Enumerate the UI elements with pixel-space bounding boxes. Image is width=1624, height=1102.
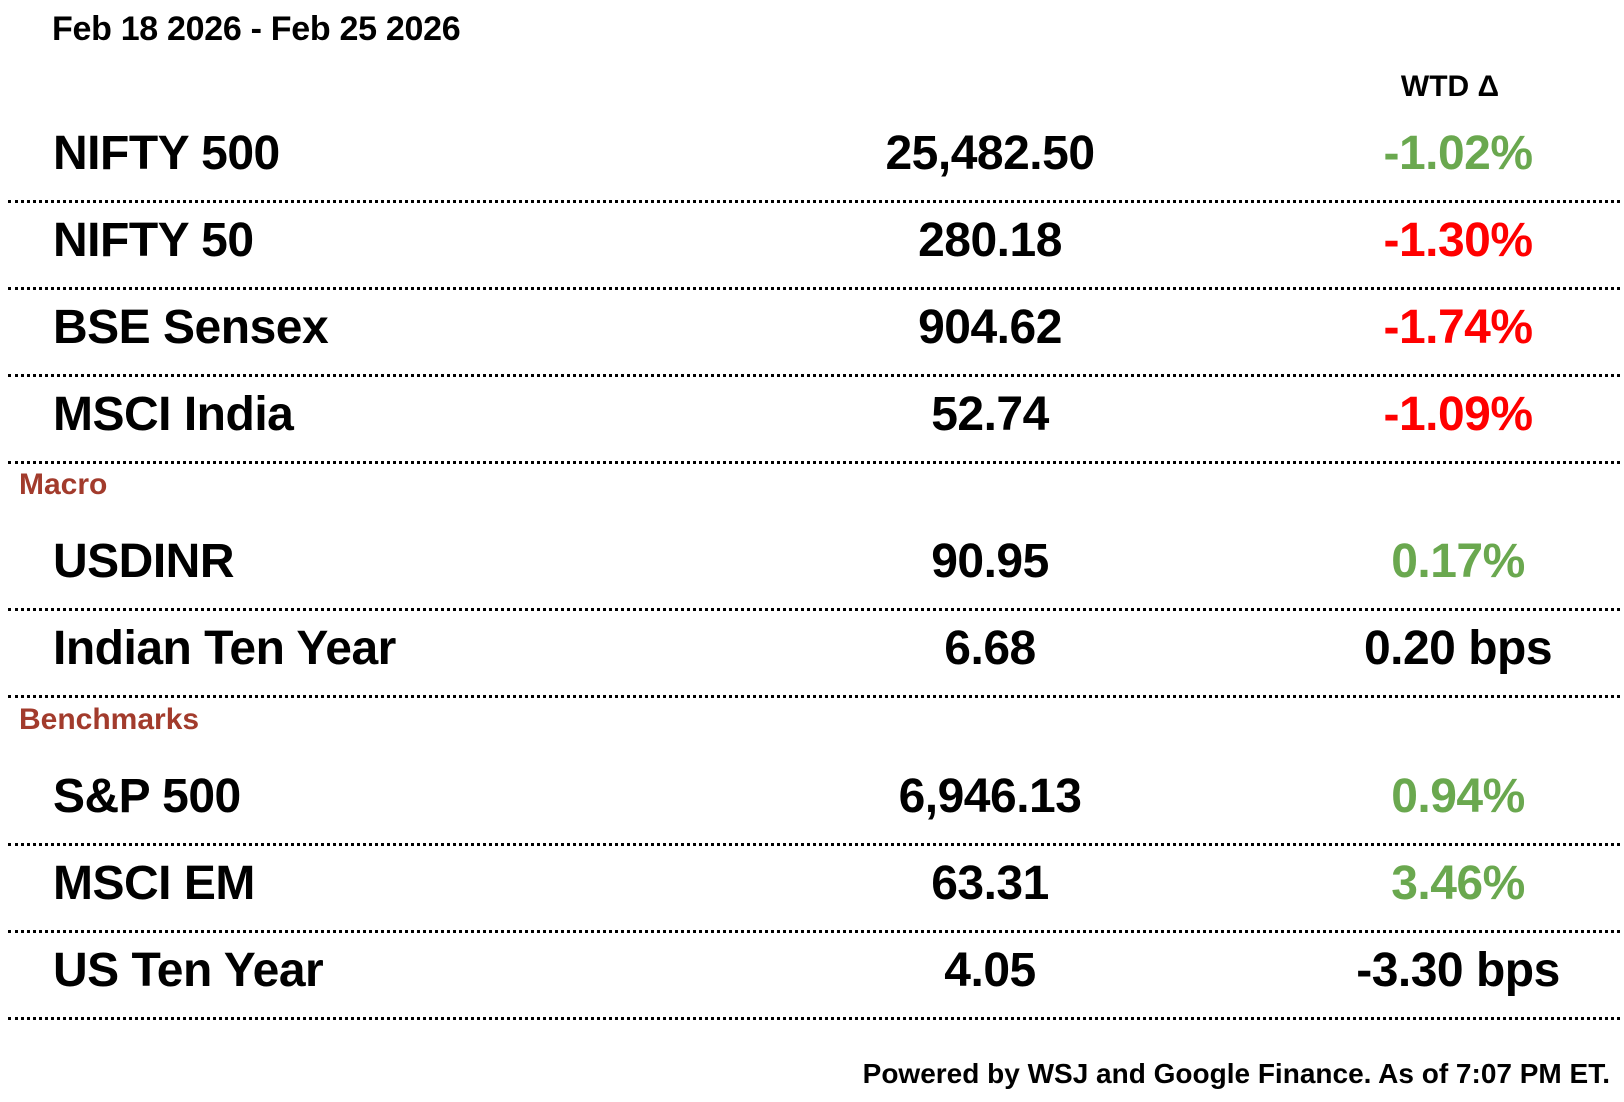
- date-range: Feb 18 2026 - Feb 25 2026: [52, 10, 461, 48]
- row-change: -1.02%: [1383, 127, 1533, 180]
- row-value: 280.18: [918, 214, 1062, 267]
- section-label-macro: Macro: [19, 468, 108, 501]
- row-name: USDINR: [53, 535, 235, 588]
- section-label-benchmarks: Benchmarks: [19, 703, 200, 736]
- table-row-us-ten-year: [8, 925, 1620, 1020]
- row-value: 6,946.13: [898, 770, 1082, 823]
- row-name: MSCI India: [53, 388, 294, 441]
- change-column-header: WTD Δ: [1400, 70, 1500, 103]
- table-row-usdinr: [8, 516, 1620, 611]
- row-name: MSCI EM: [53, 857, 255, 910]
- row-name: US Ten Year: [53, 944, 324, 997]
- row-value: 904.62: [918, 301, 1062, 354]
- row-change: -1.30%: [1383, 214, 1533, 267]
- row-value: 52.74: [931, 388, 1049, 441]
- row-name: NIFTY 50: [53, 214, 254, 267]
- table-row-msci-india: [8, 369, 1620, 464]
- row-change: 0.17%: [1391, 535, 1525, 588]
- row-value: 25,482.50: [885, 127, 1095, 180]
- table-row-msci-em: [8, 838, 1620, 933]
- row-change: -3.30 bps: [1356, 944, 1560, 997]
- row-name: S&P 500: [53, 770, 241, 823]
- row-name: NIFTY 500: [53, 127, 280, 180]
- table-row-indian-ten-year: [8, 603, 1620, 698]
- row-value: 63.31: [931, 857, 1049, 910]
- table-row-nifty-50: [8, 195, 1620, 290]
- row-value: 90.95: [931, 535, 1049, 588]
- row-name: Indian Ten Year: [53, 622, 396, 675]
- table-row-sp-500: [8, 751, 1620, 846]
- row-change: 0.20 bps: [1363, 622, 1553, 675]
- row-value: 6.68: [944, 622, 1036, 675]
- row-change: -1.74%: [1383, 301, 1533, 354]
- row-value: 4.05: [944, 944, 1036, 997]
- row-change: 3.46%: [1391, 857, 1525, 910]
- table-row-nifty-500: [8, 108, 1620, 203]
- row-name: BSE Sensex: [53, 301, 329, 354]
- row-change: 0.94%: [1391, 770, 1525, 823]
- data-source-footer: Powered by WSJ and Google Finance. As of 7:07 PM ET.: [862, 1058, 1610, 1089]
- table-row-bse-sensex: [8, 282, 1620, 377]
- row-change: -1.09%: [1383, 388, 1533, 441]
